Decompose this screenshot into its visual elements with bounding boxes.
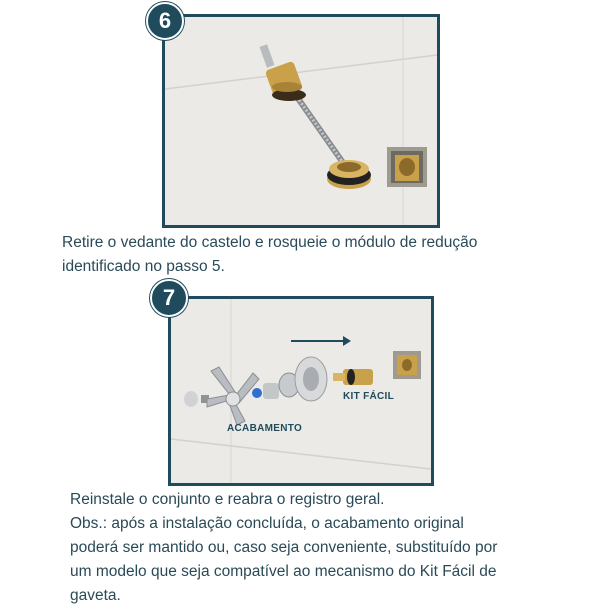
step-6-caption — [62, 231, 542, 279]
step-6-caption-line: identificado no passo 5. — [62, 258, 225, 275]
step-7-caption — [70, 488, 528, 608]
step-7-caption-line: Reinstale o conjunto e reabra o registro geral. — [70, 491, 385, 508]
step-7-caption-line: um modelo que seja compatível ao mecanismo do Kit Fácil de — [70, 563, 497, 580]
step-6-drawing — [165, 17, 437, 225]
step-7-illustration — [168, 296, 434, 486]
step-6-badge: 6 — [146, 2, 184, 40]
step-6-caption-line: Retire o vedante do castelo e rosqueie o módulo de redução — [62, 234, 478, 251]
step-7-badge: 7 — [150, 279, 188, 317]
step-7-caption-line: gaveta. — [70, 587, 121, 604]
kit-facil-label: KIT FÁCIL — [343, 391, 395, 402]
step-7-caption-line: Obs.: após a instalação concluída, o acabamento original — [70, 515, 464, 532]
step-7-caption-line: poderá ser mantido ou, caso seja conveniente, substituído por — [70, 539, 498, 556]
acabamento-label: ACABAMENTO — [227, 423, 303, 434]
step-6-illustration — [162, 14, 440, 228]
